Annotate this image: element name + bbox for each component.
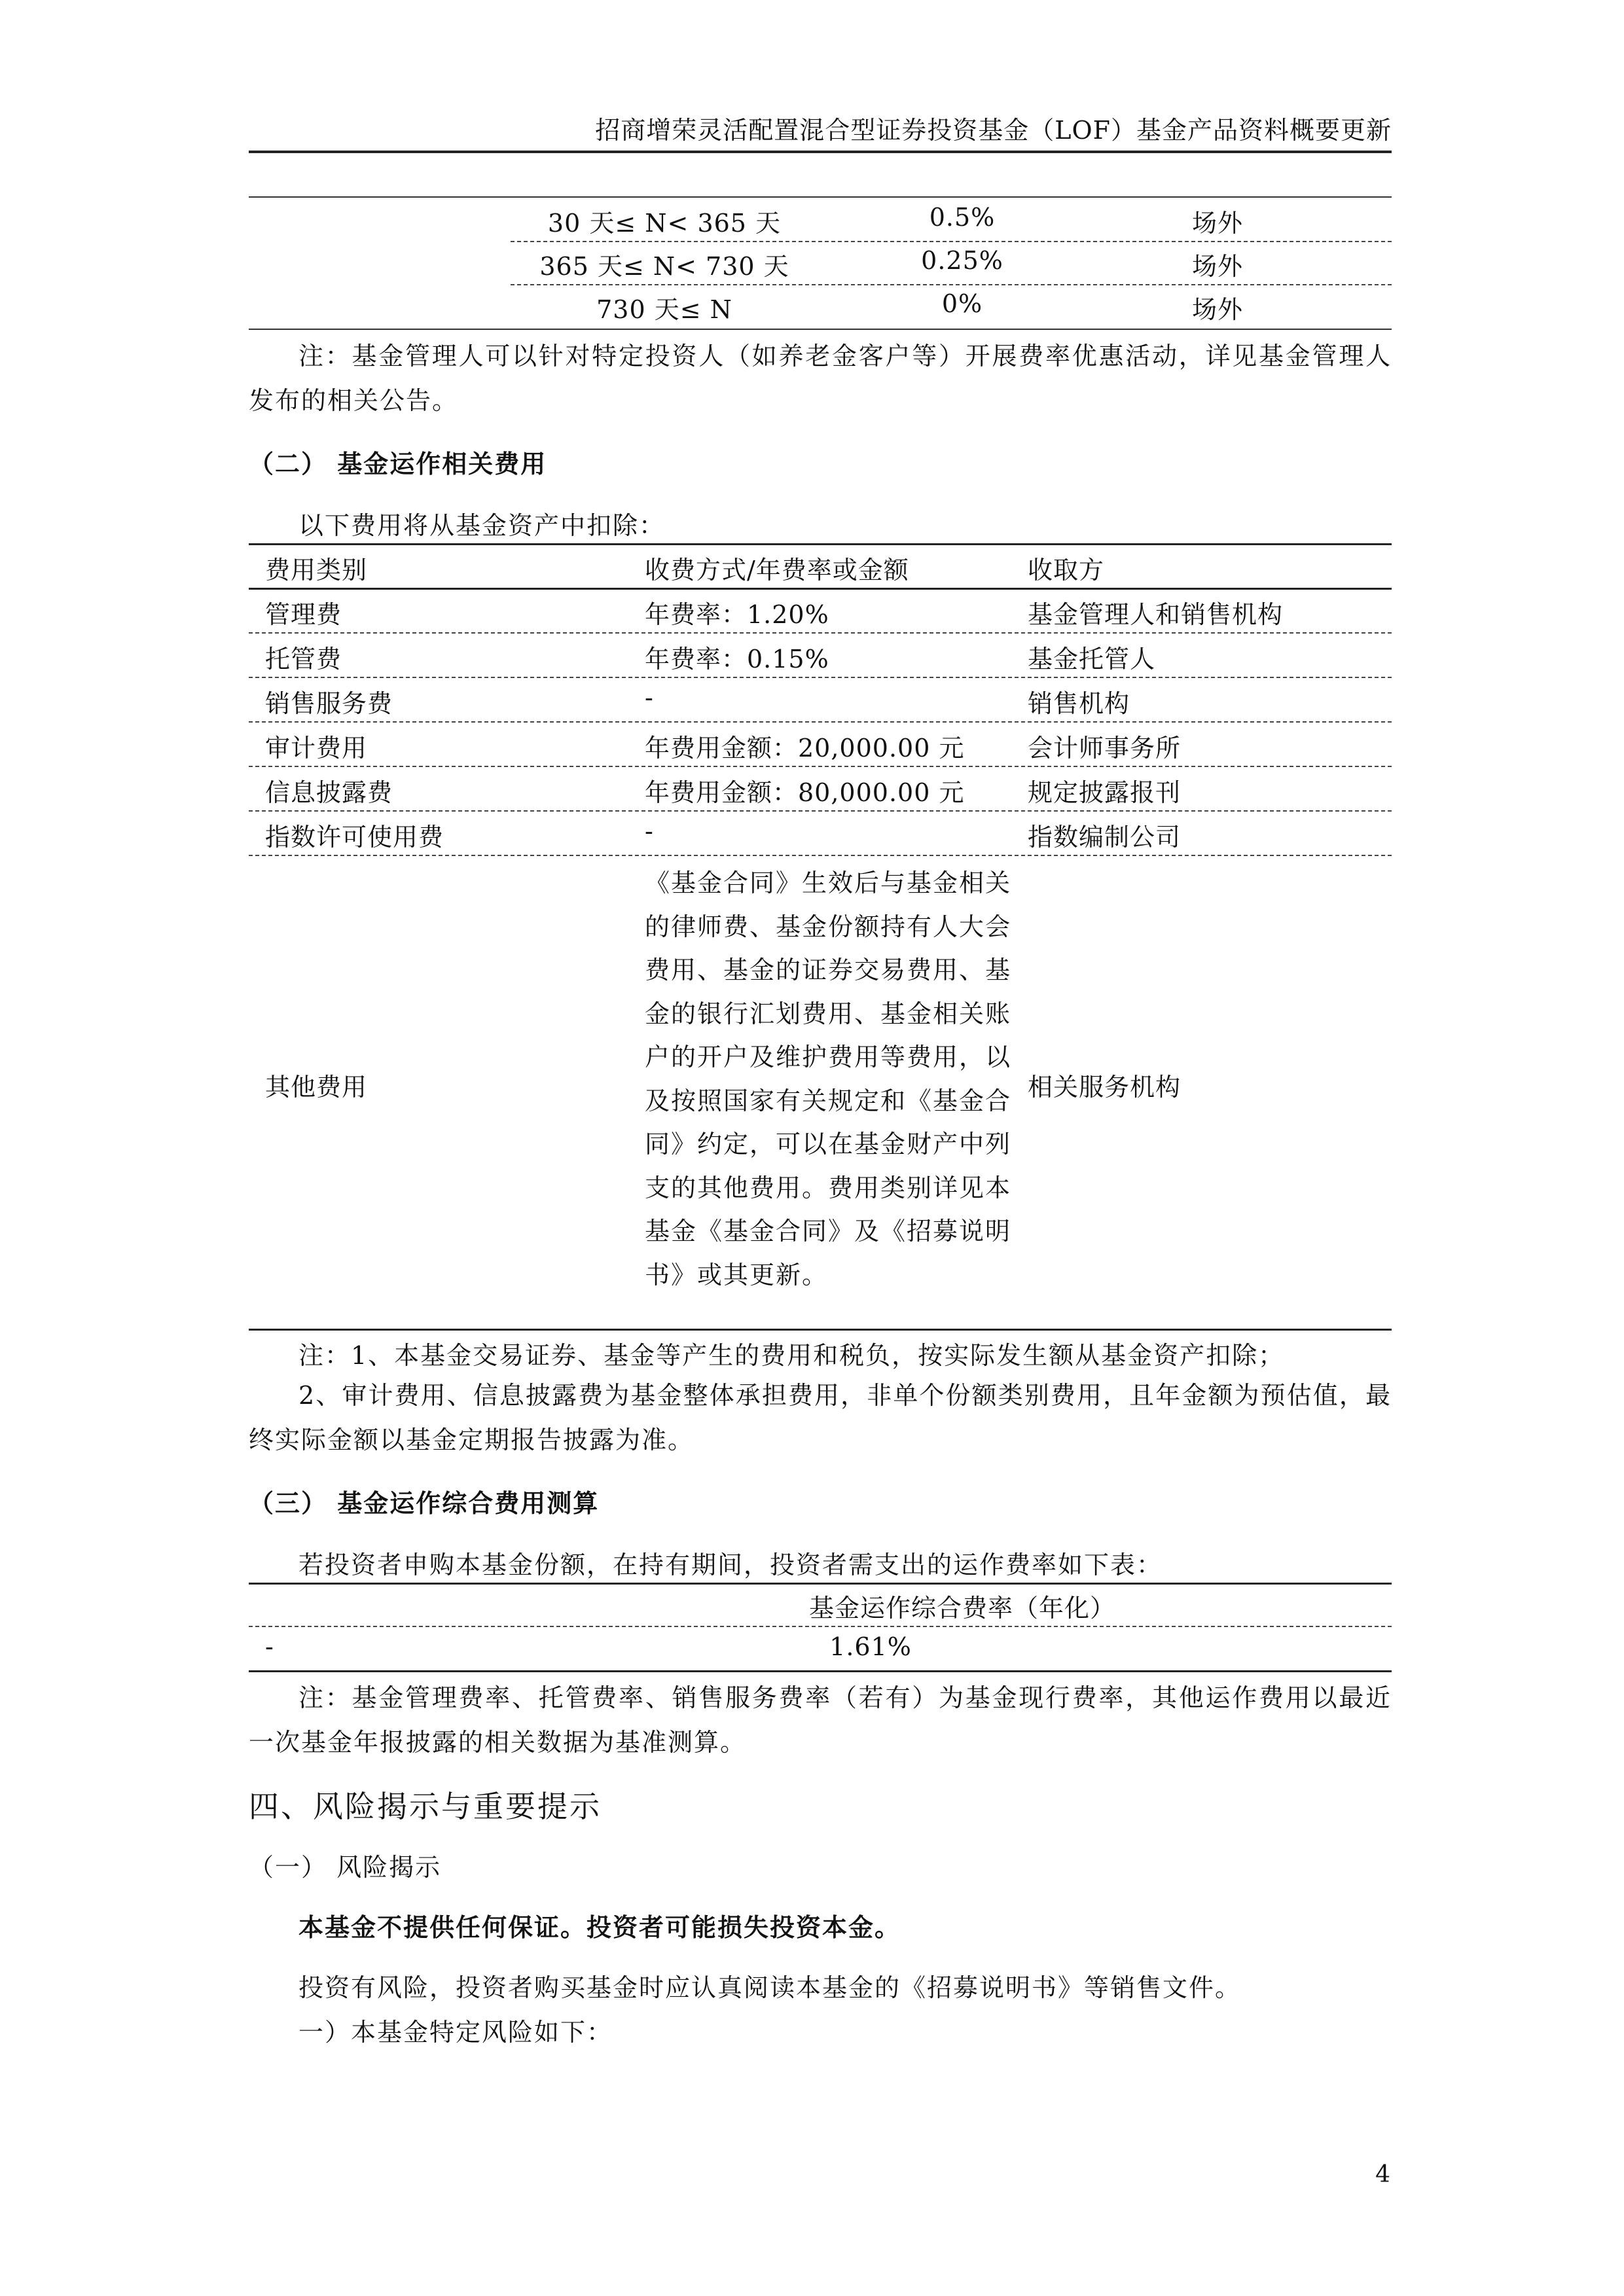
table-bottom-rule xyxy=(249,1670,1392,1672)
section-heading: （三） 基金运作综合费用测算 xyxy=(249,1488,600,1518)
redemption-rate: 0% xyxy=(941,289,983,318)
chapter-heading: 四、风险揭示与重要提示 xyxy=(249,1789,602,1824)
redemption-period: 730 天≤ N xyxy=(596,295,732,324)
fee-payee: 基金管理人和销售机构 xyxy=(1028,600,1284,629)
redemption-rate: 0.25% xyxy=(921,246,1003,275)
sub-heading: （一） 风险揭示 xyxy=(249,1853,442,1882)
fee-row-label: - xyxy=(265,1632,274,1661)
row-divider xyxy=(249,677,1392,678)
fee-method-description: 《基金合同》生效后与基金相关的律师费、基金份额持有人大会费用、基金的证券交易费用、基金的银行汇划费用、基金相关账户的开户及维护费用等费用，以及按照国家有关规定和《基金合同》约定，可以在基金财产中列支的其他费用。费用类别详见本基金《基金合同》及《招募说明书》或其更新。 xyxy=(645,869,1012,1289)
row-divider xyxy=(511,241,1392,242)
table-header: 收取方 xyxy=(1028,556,1105,584)
fee-category: 其他费用 xyxy=(265,1073,368,1102)
row-divider xyxy=(249,632,1392,634)
row-divider xyxy=(249,766,1392,767)
fee-method: 年费率：0.15% xyxy=(645,645,829,673)
table-top-rule xyxy=(249,196,1392,198)
redemption-rate: 0.5% xyxy=(929,203,996,232)
fee-note-2: 2、审计费用、信息披露费为基金整体承担费用，非单个份额类别费用，且年金额为预估值，最终实际金额以基金定期报告披露为准。 xyxy=(249,1381,1392,1454)
row-divider xyxy=(249,1626,1392,1627)
table-top-rule xyxy=(249,1583,1392,1585)
row-divider xyxy=(249,721,1392,723)
header-rule xyxy=(249,588,1392,590)
table-header: 基金运作综合费率（年化） xyxy=(808,1594,1115,1623)
fee-method: - xyxy=(645,683,654,712)
fee-payee: 规定披露报刊 xyxy=(1028,778,1182,807)
section-heading: （二） 基金运作相关费用 xyxy=(249,449,547,478)
table-bottom-rule xyxy=(249,329,1392,330)
comprehensive-fee-rate: 1.61% xyxy=(829,1632,912,1661)
table-bottom-rule xyxy=(249,1329,1392,1331)
fee-note-1: 注：1、本基金交易证券、基金等产生的费用和税负，按实际发生额从基金资产扣除； xyxy=(298,1341,1285,1370)
fee-payee: 指数编制公司 xyxy=(1028,823,1182,852)
header-rule xyxy=(249,151,1392,153)
redemption-channel: 场外 xyxy=(1191,252,1243,281)
fee-method: 年费用金额：80,000.00 元 xyxy=(645,778,965,807)
section-intro: 以下费用将从基金资产中扣除： xyxy=(298,511,666,540)
section-intro: 若投资者申购本基金份额，在持有期间，投资者需支出的运作费率如下表： xyxy=(298,1551,1163,1579)
redemption-note: 注：基金管理人可以针对特定投资人（如养老金客户等）开展费率优惠活动，详见基金管理人发布的相关公告。 xyxy=(249,342,1392,415)
fee-payee: 销售机构 xyxy=(1028,689,1130,718)
table-top-rule xyxy=(249,543,1392,545)
table-header: 收费方式/年费率或金额 xyxy=(645,556,909,584)
row-divider xyxy=(511,284,1392,285)
risk-item: 一）本基金特定风险如下： xyxy=(298,2018,613,2047)
header-title: 招商增荣灵活配置混合型证券投资基金（LOF）基金产品资料概要更新 xyxy=(595,116,1392,145)
redemption-period: 30 天≤ N< 365 天 xyxy=(547,209,782,238)
redemption-channel: 场外 xyxy=(1191,295,1243,324)
table-header: 费用类别 xyxy=(265,556,368,584)
fee-method: 年费率：1.20% xyxy=(645,600,829,629)
fee-payee: 基金托管人 xyxy=(1028,645,1156,673)
fee-category: 信息披露费 xyxy=(265,778,393,807)
row-divider xyxy=(249,855,1392,856)
fee-category: 托管费 xyxy=(265,645,342,673)
redemption-period: 365 天≤ N< 730 天 xyxy=(539,252,789,281)
fee-payee: 相关服务机构 xyxy=(1028,1073,1182,1102)
fee-method: 年费用金额：20,000.00 元 xyxy=(645,734,965,762)
page-number: 4 xyxy=(1375,2161,1390,2188)
fee-category: 管理费 xyxy=(265,600,342,629)
row-divider xyxy=(249,810,1392,812)
risk-paragraph: 投资有风险，投资者购买基金时应认真阅读本基金的《招募说明书》等销售文件。 xyxy=(298,1973,1242,2002)
fee-category: 销售服务费 xyxy=(265,689,393,718)
fee-payee: 会计师事务所 xyxy=(1028,734,1182,762)
fee-category: 审计费用 xyxy=(265,734,368,762)
redemption-channel: 场外 xyxy=(1191,209,1243,238)
risk-statement: 本基金不提供任何保证。投资者可能损失投资本金。 xyxy=(298,1912,901,1942)
fee-category: 指数许可使用费 xyxy=(265,823,444,852)
fee-method: - xyxy=(645,817,654,846)
comprehensive-fee-note: 注：基金管理费率、托管费率、销售服务费率（若有）为基金现行费率，其他运作费用以最近一次基金年报披露的相关数据为基准测算。 xyxy=(249,1683,1392,1757)
